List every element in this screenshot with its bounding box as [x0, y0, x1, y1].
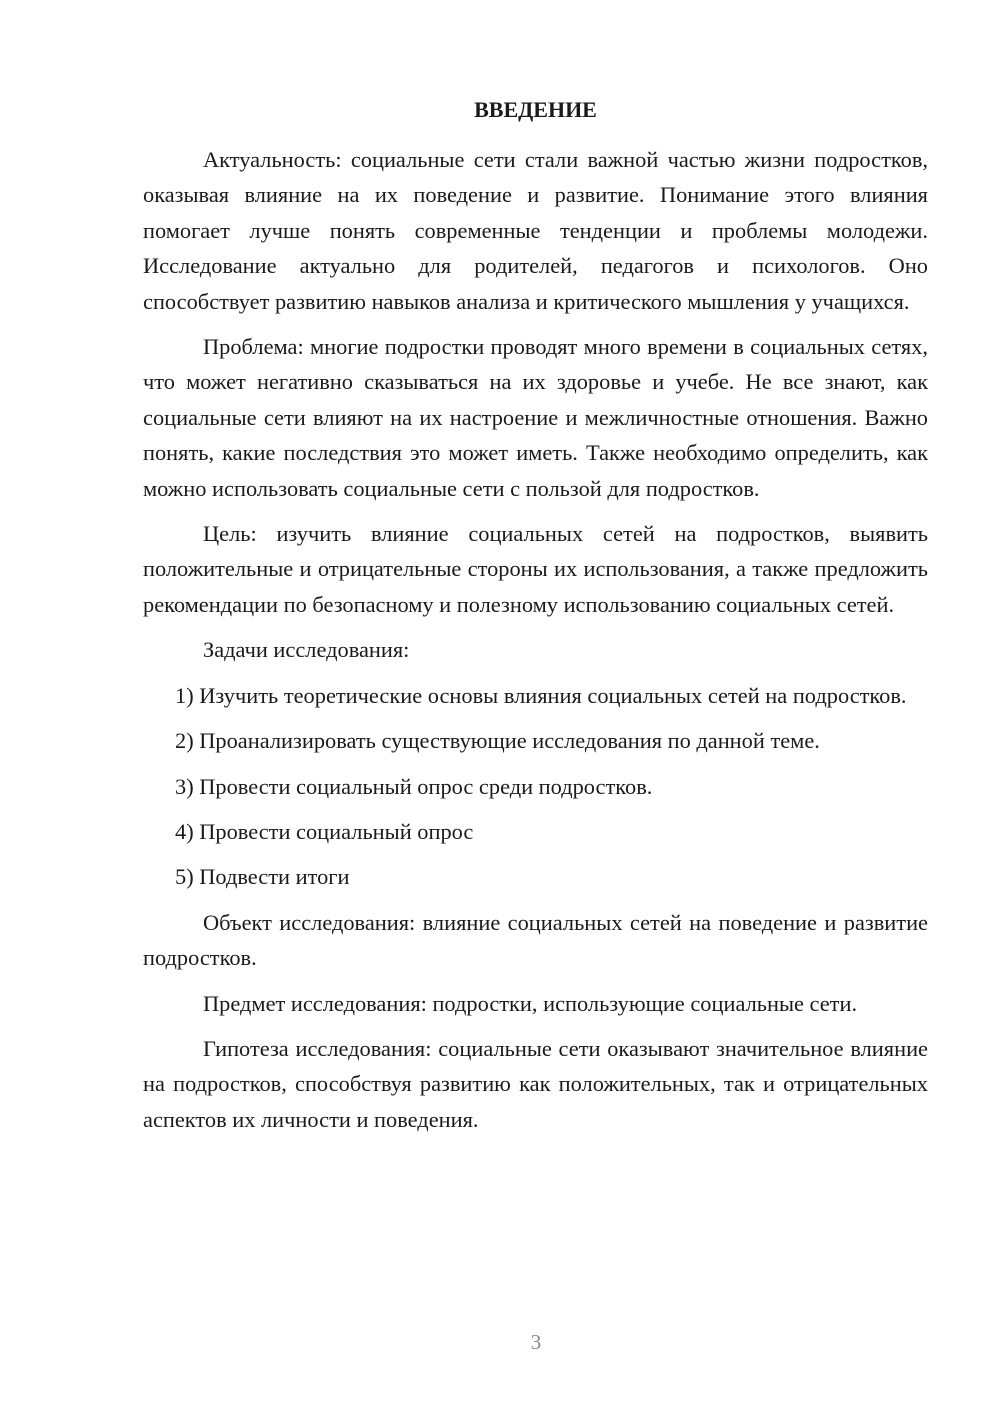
- task-item: 4) Провести социальный опрос: [175, 818, 474, 844]
- page-number: 3: [530, 1330, 542, 1354]
- task-item: 3) Провести социальный опрос среди подростков.: [175, 773, 653, 799]
- task-item: 5) Подвести итоги: [175, 864, 350, 890]
- task-item: 1) Изучить теоретические основы влияния социальных сетей на подростков.: [175, 682, 907, 708]
- subject-paragraph: Предмет исследования: подростки, использующие социальные сети.: [203, 990, 858, 1016]
- section-heading: ВВЕДЕНИЕ: [474, 97, 597, 122]
- goal-paragraph: Цель: изучить влияние социальных сетей на подростков, выявить положительные и отрицательные стороны их использования, а также предложить рекомендации по безопасному и полезному использованию социальных сетей.: [143, 521, 928, 617]
- task-item: 2) Проанализировать существующие исследования по данной теме.: [175, 728, 820, 754]
- object-paragraph: Объект исследования: влияние социальных сетей на поведение и развитие подростков.: [143, 909, 928, 971]
- tasks-heading: Задачи исследования:: [203, 637, 410, 663]
- hypothesis-paragraph: Гипотеза исследования: социальные сети оказывают значительное влияние на подростков, способствуя развитию как положительных, так и отрицательных аспектов их личности и поведения.: [143, 1035, 928, 1132]
- document-page: [143, 92, 928, 1137]
- relevance-paragraph: Актуальность: социальные сети стали важной частью жизни подростков, оказывая влияние на их поведение и развитие. Понимание этого влияния помогает лучше понять современные тенденции и проблемы молодежи. Исследование актуально для родителей, педагогов и психологов. Оно способствует развитию навыков анализа и критического мышления у учащихся.: [143, 147, 928, 314]
- problem-paragraph: Проблема: многие подростки проводят много времени в социальных сетях, что может негативно сказываться на их здоровье и учебе. Не все знают, как социальные сети влияют на их настроение и межличностные отношения. Важно понять, какие последствия это может иметь. Также необходимо определить, как можно использовать социальные сети с пользой для подростков.: [143, 334, 928, 501]
